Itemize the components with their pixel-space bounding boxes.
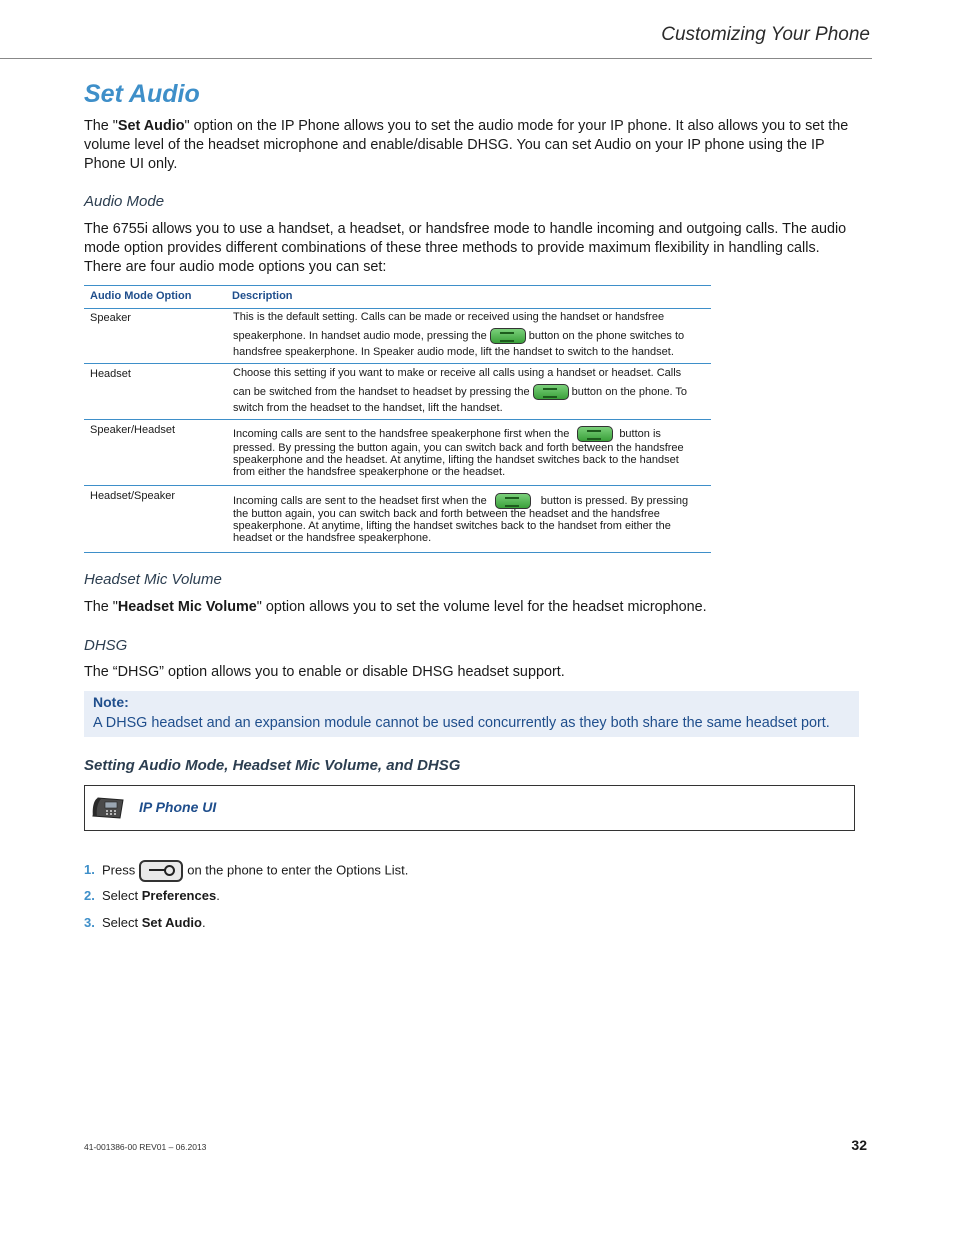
table-header-description: Description	[232, 290, 293, 302]
desc-line: the button again, you can switch back and forth between the headset and the handsfree	[233, 508, 660, 520]
ip-phone-icon	[90, 794, 126, 822]
desc-line: can be switched from the handset to headset by pressing the button on the phone. To	[233, 384, 687, 400]
table-row	[84, 420, 711, 486]
step-number: 2.	[84, 888, 95, 903]
speaker-headset-button-icon	[490, 328, 526, 344]
step-text: Select	[102, 915, 142, 930]
desc-line: Incoming calls are sent to the handsfree speakerphone first when the button is	[233, 426, 661, 442]
table-row	[84, 364, 711, 420]
intro-paragraph	[84, 117, 864, 174]
table-row	[84, 308, 711, 364]
step-text: .	[216, 888, 220, 903]
header-divider	[0, 58, 872, 59]
audio-mode-paragraph	[84, 220, 864, 277]
desc-line: switch from the headset to the handset, lift the handset.	[233, 402, 503, 414]
desc-line: Choose this setting if you want to make or receive all calls using a handset or headset. Calls	[233, 367, 682, 379]
desc-line: handsfree speakerphone. In Speaker audio mode, lift the handset to switch to the handset.	[233, 346, 674, 358]
step-bold-text: Preferences	[141, 888, 217, 903]
page-title: Set Audio	[84, 80, 200, 108]
table-cell-option: Headset	[90, 368, 131, 380]
audio-mode-line-1: The 6755i allows you to use a handset, a headset, or handsfree mode to handle incoming and outgoing calls. The audio	[84, 221, 847, 237]
dhsg-paragraph: The “DHSG” option allows you to enable or disable DHSG headset support.	[84, 664, 565, 680]
headset-mic-paragraph: The "Headset Mic Volume" option allows you to set the volume level for the headset microphone.	[84, 599, 707, 615]
audio-mode-line-2: mode option provides different combinations of these three methods to provide maximum flexibility in handling calls.	[84, 240, 820, 256]
table-cell-option: Speaker	[90, 312, 131, 324]
footer-doc-id: 41-001386-00 REV01 – 06.2013	[84, 1142, 207, 1152]
desc-line: Incoming calls are sent to the headset first when the button is pressed. By pressing	[233, 493, 688, 509]
note-box	[84, 691, 859, 737]
step-text: .	[201, 915, 206, 930]
desc-line: pressed. By pressing the button again, you can switch back and forth between the handsfree	[233, 442, 684, 454]
table-header	[84, 285, 711, 309]
intro-line-3: Phone UI only.	[84, 156, 178, 172]
desc-line: This is the default setting. Calls can be made or received using the handset or handsfree	[233, 311, 665, 323]
desc-line: speakerphone and the headset. At anytime, lifting the handset switches back to the handset	[233, 454, 679, 466]
audio-mode-heading: Audio Mode	[84, 193, 165, 210]
options-key-icon	[139, 860, 183, 882]
desc-line: speakerphone. At anytime, lifting the handset switches back to the handset from either the	[233, 520, 671, 532]
table-cell-option: Headset/Speaker	[90, 490, 175, 502]
header-section-title: Customizing Your Phone	[661, 24, 870, 45]
intro-line-1: The "Set Audio" option on the IP Phone allows you to set the audio mode for your IP phone. It also allows you to set the	[84, 118, 849, 134]
speaker-headset-button-icon	[533, 384, 569, 400]
table-cell-option: Speaker/Headset	[90, 424, 175, 436]
step-text: on the phone to enter the Options List.	[187, 862, 409, 878]
note-title: Note:	[93, 694, 129, 710]
step-text: Press	[102, 862, 136, 878]
audio-mode-line-3: There are four audio mode options you can set:	[84, 259, 387, 275]
desc-line: from either the handsfree speakerphone or the headset.	[233, 466, 506, 478]
step-number: 3.	[84, 915, 95, 930]
desc-line: headset or the handsfree speakerphone.	[233, 532, 432, 544]
speaker-headset-button-icon	[577, 426, 613, 442]
step-text: Select	[102, 888, 142, 903]
note-text: A DHSG headset and an expansion module cannot be used concurrently as they both share the same headset port.	[93, 715, 830, 731]
step-3	[84, 915, 206, 930]
step-1	[84, 860, 408, 882]
desc-line: speakerphone. In handset audio mode, pressing the button on the phone switches to	[233, 328, 684, 344]
step-bold-text: Set Audio	[141, 915, 202, 930]
step-2	[84, 888, 220, 903]
procedure-heading: Setting Audio Mode, Headset Mic Volume, and DHSG	[84, 757, 461, 774]
intro-line-2: volume level of the headset microphone and enable/disable DHSG. You can set Audio on your IP phone using the IP	[84, 137, 825, 153]
ip-phone-ui-label: IP Phone UI	[139, 799, 217, 815]
dhsg-heading: DHSG	[84, 637, 128, 654]
speaker-headset-button-icon	[495, 493, 531, 509]
headset-mic-heading: Headset Mic Volume	[84, 571, 222, 588]
table-row	[84, 486, 711, 553]
footer-page-number: 32	[851, 1137, 867, 1153]
audio-mode-table	[84, 285, 711, 553]
step-number: 1.	[84, 862, 95, 878]
table-header-option: Audio Mode Option	[90, 290, 192, 302]
ip-phone-ui-box	[84, 785, 855, 831]
